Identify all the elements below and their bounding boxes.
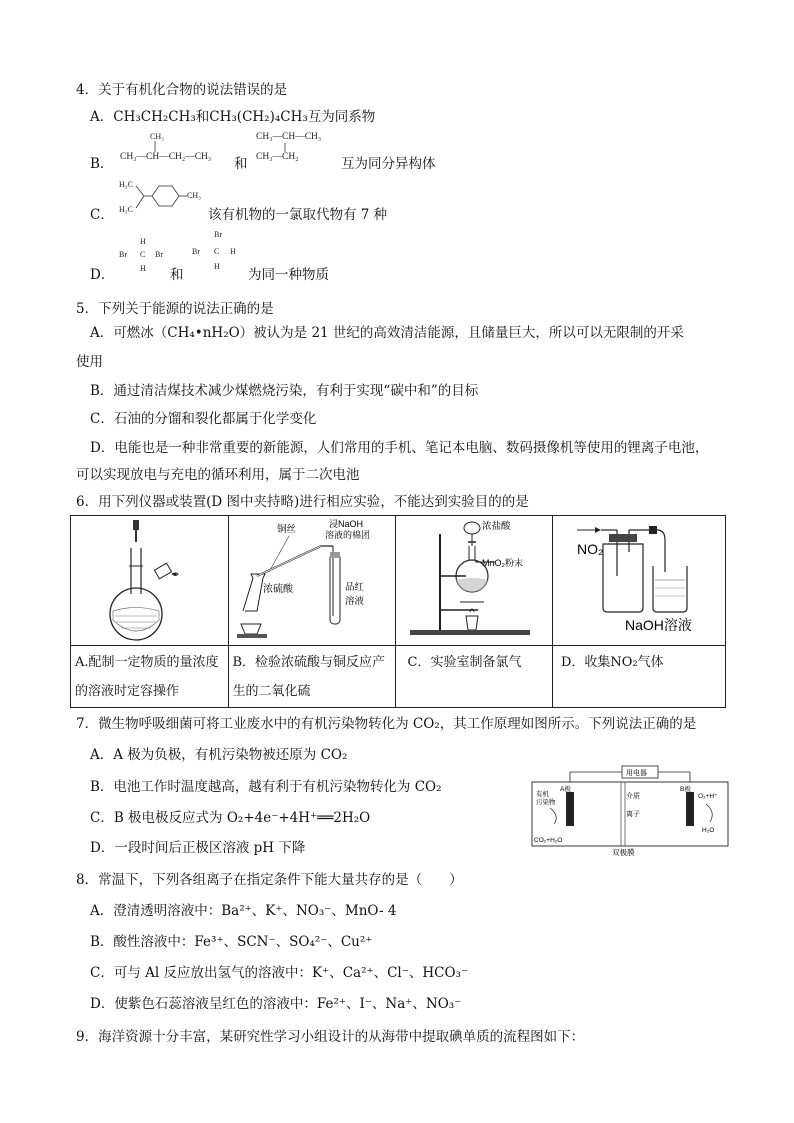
q7-device-label: 用电器 [626, 770, 647, 777]
q7-option-b: B．电池工作时温度越高，越有利于有机污染物转化为 CO₂ [90, 779, 442, 795]
q4-b-mol2-top: CH₃—CH—CH₃ [256, 132, 322, 142]
q4-option-b-label: B． [90, 156, 114, 172]
q7-b-pole-label: B极 [680, 786, 691, 793]
q5-option-d-line2: 可以实现放电与充电的循环利用，属于二次电池 [76, 467, 360, 483]
q4-b-mol1-top: CH₃ [150, 132, 164, 141]
q6-figure-c-cell [395, 516, 553, 646]
q7-a-pole-label: A极 [560, 786, 571, 793]
q6-caption-a-cell [71, 646, 229, 708]
q4-d-tail: 为同一种物质 [248, 267, 329, 283]
q4-d-mol1-right: Br [155, 250, 163, 259]
q4-option-a: A．CH₃CH₂CH₃和CH₃(CH₂)₄CH₃互为同系物 [90, 109, 376, 125]
q4-c-tail: 该有机物的一氯取代物有 7 种 [208, 207, 388, 223]
q4-option-c-label: C． [90, 207, 114, 223]
q4-d-mol1-center: C [140, 250, 146, 259]
q7-cell-diagram [530, 764, 730, 856]
q4-d-mol1-bottom: H [140, 264, 146, 273]
q4-d-mol2-top: Br [214, 230, 222, 239]
q6-b-acid-label: 浓硫酸 [262, 584, 293, 595]
q5-option-b: B．通过清洁煤技术减少煤燃烧污染，有利于实现“碳中和”的目标 [90, 383, 479, 399]
q7-medium-label2: 离子 [626, 811, 640, 818]
q6-figure-a-cell [71, 516, 229, 646]
q4-d-mol2-center: C [214, 247, 220, 256]
q4-d-mol2-right: H [230, 247, 236, 256]
q6-figure-a-volumetric-flask [71, 516, 227, 641]
q4-d-mol1-left: Br [119, 250, 127, 259]
q7-organic-label2: 污染物 [536, 799, 556, 806]
q6-b-naoh-label2: 溶液的棉团 [324, 530, 370, 540]
q6-c-hcl-label: 浓盐酸 [481, 521, 511, 532]
q5-option-c: C．石油的分馏和裂化都属于化学变化 [90, 411, 317, 427]
q6-caption-a: A.配制一定物质的量浓度的溶液时定容操作 [75, 655, 219, 699]
q4-d-mol2-bottom: H [214, 262, 220, 271]
q4-stem: 4．关于有机化合物的说法错误的是 [76, 82, 288, 98]
q6-caption-d-cell [553, 646, 726, 708]
q8-option-c: C．可与 Al 反应放出氢气的溶液中：K⁺、Ca²⁺、Cl⁻、HCO₃⁻ [90, 965, 469, 981]
q7-organic-label1: 有机 [536, 791, 549, 798]
q5-option-a-line1: A．可燃冰（CH₄•nH₂O）被认为是 21 世纪的高效清洁能源，且储量巨大，所以可以无限制的开采 [90, 325, 684, 341]
q6-d-naoh-label: NaOH溶液 [625, 617, 692, 633]
q6-caption-b-cell [228, 646, 395, 708]
q4-c-ch3: CH₃ [187, 191, 201, 200]
q5-option-d-line1: D．电能也是一种非常重要的新能源，人们常用的手机、笔记本电脑、数码摄像机等使用的锂离子电池， [90, 440, 709, 456]
q7-membrane-label: 双极膜 [612, 848, 635, 856]
q4-b-tail: 互为同分异构体 [341, 156, 436, 172]
q6-caption-d: D．收集NO₂气体 [561, 655, 664, 670]
q4-option-d-label: D． [90, 267, 115, 283]
q6-caption-c: C．实验室制备氯气 [407, 655, 522, 670]
q6-experiment-table [70, 515, 726, 708]
q9-stem: 9．海洋资源十分丰富，某研究性学习小组设计的从海带中提取碘单质的流程图如下： [76, 1029, 585, 1045]
q7-option-d: D．一段时间后正极区溶液 pH 下降 [90, 840, 306, 856]
q7-medium-label1: 介质 [626, 793, 640, 800]
q8-option-a: A．澄清透明溶液中：Ba²⁺、K⁺、NO₃⁻、MnO- 4 [90, 903, 397, 919]
q4-d-mol1-top: H [140, 237, 146, 246]
q6-figure-b-cell [228, 516, 395, 646]
q6-figure-b-copper-apparatus [229, 516, 395, 641]
q6-figure-d-cell [553, 516, 726, 646]
q7-option-a: A．A 极为负极，有机污染物被还原为 CO₂ [90, 747, 348, 763]
q7-h2o-label: H₂O [702, 827, 715, 834]
q4-d-mol2-left: Br [192, 247, 200, 256]
q7-o2-label: O₂+H⁺ [698, 793, 718, 800]
q6-figure-d-no2-collection [553, 516, 725, 641]
q6-b-naoh-label1: 浸NaOH [328, 519, 363, 529]
q6-c-mno2-label: MnO₂粉末 [481, 558, 523, 568]
q7-stem: 7．微生物呼吸细菌可将工业废水中的有机污染物转化为 CO₂，其工作原理如图所示。下列说法正确的是 [76, 716, 697, 732]
q6-b-pinhong-label1: 品红 [344, 582, 364, 593]
q4-c-h3c-1: H₃C [119, 180, 133, 189]
q6-figure-c-chlorine-apparatus [396, 516, 552, 641]
q4-b-mol1-main: CH₃—CH—CH₂—CH₃ [120, 152, 212, 162]
q8-option-b: B．酸性溶液中：Fe³⁺、SCN⁻、SO₄²⁻、Cu²⁺ [90, 934, 373, 950]
q6-b-pinhong-label2: 溶液 [344, 596, 364, 607]
q8-option-d: D．使紫色石蕊溶液呈红色的溶液中：Fe²⁺、I⁻、Na⁺、NO₃⁻ [90, 996, 462, 1012]
q4-c-h3c-2: H₃C [119, 205, 133, 214]
q4-b-mol2-bottom: CH₃—CH₂ [256, 152, 299, 162]
q7-option-c: C．B 极电极反应式为 O₂+4e⁻+4H⁺══2H₂O [90, 810, 371, 826]
q4-c-ring-structure [132, 178, 192, 218]
q5-option-a-line2: 使用 [76, 354, 103, 370]
q4-d-he: 和 [170, 267, 184, 283]
q5-stem: 5．下列关于能源的说法正确的是 [76, 301, 274, 317]
q8-stem: 8．常温下，下列各组离子在指定条件下能大量共存的是（ ） [76, 872, 463, 888]
q6-stem: 6．用下列仪器或装置(D 图中夹持略)进行相应实验，不能达到实验目的的是 [76, 494, 529, 510]
q6-caption-b: B．检验浓硫酸与铜反应产生的二氧化硫 [232, 655, 386, 699]
q6-d-no2-label: NO₂ [577, 541, 604, 557]
q4-b-mol1-bond [150, 141, 160, 153]
q4-b-he: 和 [234, 156, 248, 172]
q6-b-tongsi-label: 铜丝 [276, 524, 296, 535]
q7-co2-label: CO₂+H₂O [534, 837, 563, 844]
q6-caption-c-cell [395, 646, 553, 708]
